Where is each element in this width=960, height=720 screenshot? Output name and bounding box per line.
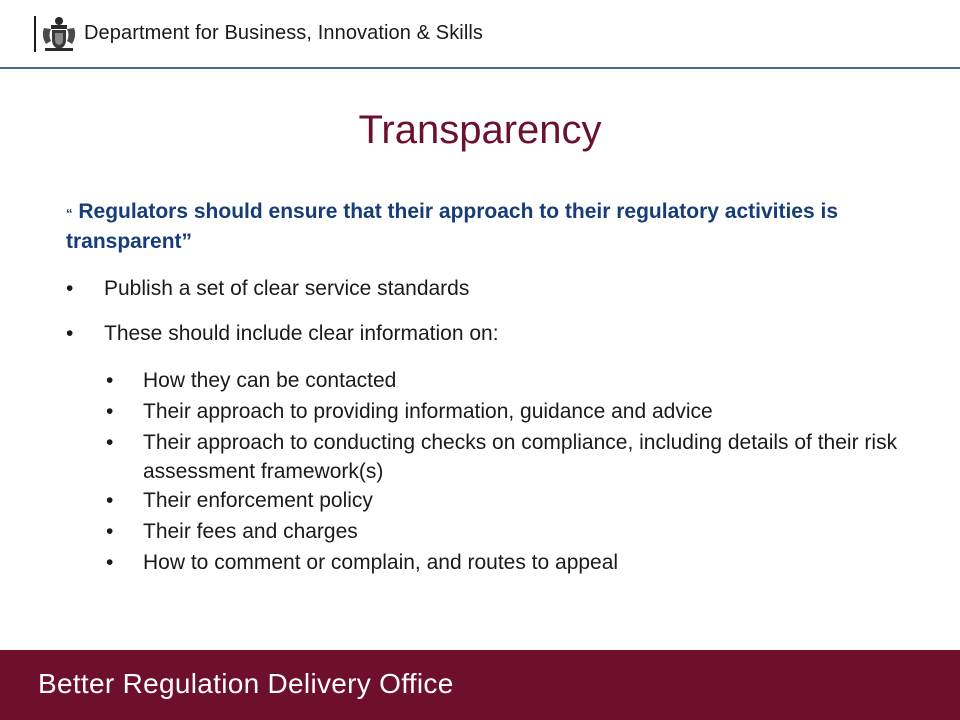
bullet-mark: • — [106, 431, 114, 454]
slide-footer — [0, 650, 960, 720]
header-rule — [0, 67, 960, 69]
sub-bullet-item — [106, 486, 926, 515]
bullet-mark: • — [106, 400, 114, 423]
bullet-mark: • — [106, 551, 114, 574]
quote-text: Regulators should ensure that their approach to their regulatory activities is transparent” — [66, 200, 839, 253]
sub-bullet-text: Their approach to providing information, guidance and advice — [143, 400, 713, 423]
sub-bullet-text: How to comment or complain, and routes to appeal — [143, 551, 619, 574]
sub-bullet-item — [106, 548, 926, 577]
sub-bullet-item — [106, 366, 926, 395]
slide-header — [0, 0, 960, 68]
bullet-mark: • — [66, 322, 74, 345]
footer-title: Better Regulation Delivery Office — [38, 668, 454, 699]
sub-bullet-text: Their enforcement policy — [143, 489, 373, 512]
sub-bullet-item — [106, 517, 926, 546]
sub-bullet-item — [106, 428, 926, 486]
sub-bullet-text: How they can be contacted — [143, 369, 397, 392]
royal-coat-of-arms-icon — [40, 14, 78, 54]
bullet-mark: • — [106, 489, 114, 512]
sub-bullet-text: Their fees and charges — [143, 520, 358, 543]
bullet-mark: • — [106, 520, 114, 543]
bullet-text: These should include clear information on: — [104, 322, 499, 345]
bullet-mark: • — [66, 277, 74, 300]
sub-bullet-list — [106, 366, 926, 579]
organization-name: Department for Business, Innovation & Skills — [84, 22, 484, 44]
logo-divider — [34, 16, 36, 52]
sub-bullet-item — [106, 397, 926, 426]
slide-title: Transparency — [358, 108, 602, 152]
principle-quote — [66, 197, 916, 257]
sub-bullet-text: Their approach to conducting checks on compliance, including details of their risk assessment framework(s) — [143, 431, 898, 483]
bullet-text: Publish a set of clear service standards — [104, 277, 470, 300]
open-quote-mark: “ — [66, 206, 73, 221]
bullet-mark: • — [106, 369, 114, 392]
